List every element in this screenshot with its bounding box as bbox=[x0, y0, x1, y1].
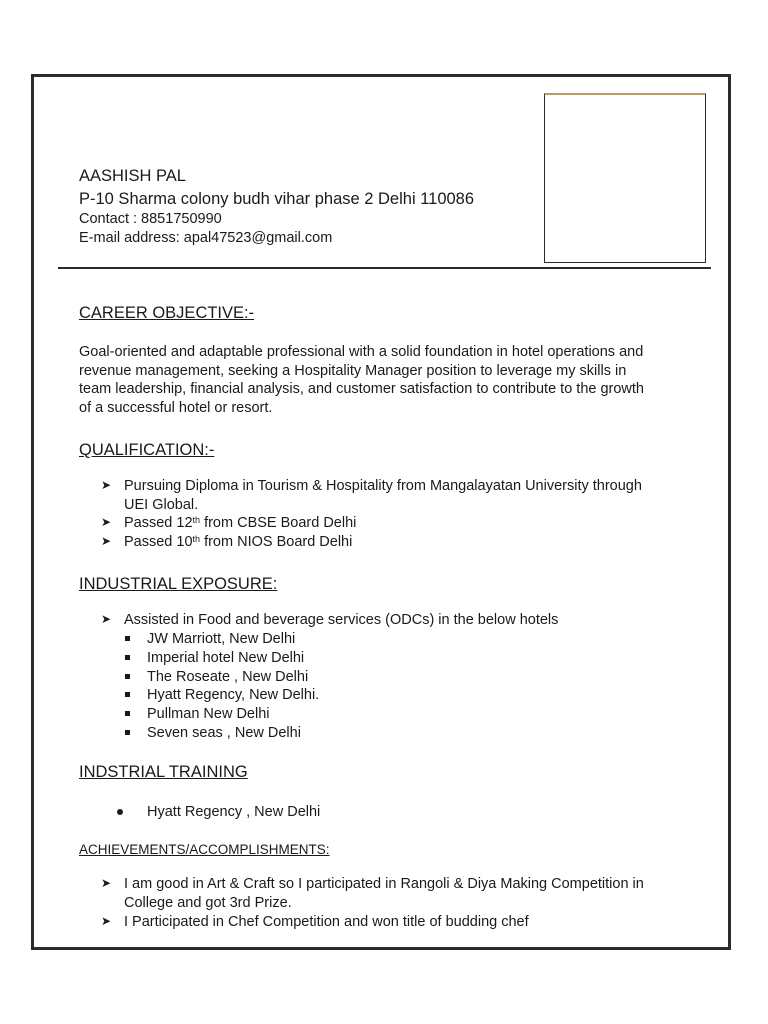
qualification-item bbox=[124, 514, 356, 533]
training-item: Hyatt Regency , New Delhi bbox=[147, 804, 321, 820]
qualification-item bbox=[124, 533, 352, 552]
candidate-address: P-10 Sharma colony budh vihar phase 2 Delhi 110086 bbox=[79, 190, 475, 208]
career-objective-line: team leadership, financial analysis, and customer satisfaction to contribute to the growth bbox=[79, 381, 644, 398]
square-bullet-icon bbox=[125, 636, 130, 641]
qualification-item: Pursuing Diploma in Tourism & Hospitality from Mangalayatan University through bbox=[124, 478, 642, 494]
square-bullet-icon bbox=[125, 674, 130, 679]
industrial-training-heading: INDSTRIAL TRAINING bbox=[79, 763, 248, 781]
ordinal-suffix: th bbox=[192, 534, 201, 544]
arrowhead-bullet-icon: ➤ bbox=[101, 914, 112, 928]
photo-placeholder bbox=[544, 93, 706, 263]
hotel-list-item: Imperial hotel New Delhi bbox=[147, 650, 305, 666]
header-divider bbox=[58, 267, 711, 269]
square-bullet-icon bbox=[125, 692, 130, 697]
hotel-list-item: Hyatt Regency, New Delhi. bbox=[147, 687, 320, 703]
candidate-email: E-mail address: apal47523@gmail.com bbox=[79, 230, 333, 246]
hotel-list-item: JW Marriott, New Delhi bbox=[147, 631, 296, 647]
hotel-list-item: The Roseate , New Delhi bbox=[147, 669, 309, 685]
career-objective-line: Goal-oriented and adaptable professional with a solid foundation in hotel operations and bbox=[79, 344, 644, 360]
candidate-name: AASHISH PAL bbox=[79, 167, 186, 185]
achievements-heading: ACHIEVEMENTS/ACCOMPLISHMENTS: bbox=[79, 842, 330, 857]
achievement-item-continued: College and got 3rd Prize. bbox=[124, 895, 292, 911]
qualification-text: from CBSE Board Delhi bbox=[200, 515, 357, 531]
achievement-item: I am good in Art & Craft so I participated in Rangoli & Diya Making Competition in bbox=[124, 876, 644, 892]
industrial-exposure-heading: INDUSTRIAL EXPOSURE: bbox=[79, 575, 278, 593]
ordinal-suffix: th bbox=[192, 515, 201, 525]
career-objective-heading: CAREER OBJECTIVE:- bbox=[79, 304, 255, 322]
qualification-item-continued: UEI Global. bbox=[124, 497, 199, 513]
qualification-text: Passed 12 bbox=[124, 515, 193, 531]
qualification-text: from NIOS Board Delhi bbox=[200, 534, 353, 550]
arrowhead-bullet-icon: ➤ bbox=[101, 876, 112, 890]
qualification-heading: QUALIFICATION:- bbox=[79, 441, 215, 459]
career-objective-line: revenue management, seeking a Hospitality Manager position to leverage my skills in bbox=[79, 362, 627, 379]
arrowhead-bullet-icon: ➤ bbox=[101, 515, 112, 529]
arrowhead-bullet-icon: ➤ bbox=[101, 478, 112, 492]
arrowhead-bullet-icon: ➤ bbox=[101, 534, 112, 548]
arrowhead-bullet-icon: ➤ bbox=[101, 612, 112, 626]
square-bullet-icon bbox=[125, 711, 130, 716]
hotel-list-item: Pullman New Delhi bbox=[147, 706, 270, 722]
career-objective-line: of a successful hotel or resort. bbox=[79, 400, 273, 417]
square-bullet-icon bbox=[125, 730, 130, 735]
round-bullet-icon bbox=[117, 809, 123, 815]
qualification-text: Passed 10 bbox=[124, 534, 193, 550]
hotel-list-item: Seven seas , New Delhi bbox=[147, 725, 301, 741]
career-objective-text bbox=[79, 343, 679, 418]
candidate-contact: Contact : 8851750990 bbox=[79, 211, 222, 227]
industrial-exposure-intro: Assisted in Food and beverage services (ODCs) in the below hotels bbox=[124, 612, 559, 628]
achievement-item: I Participated in Chef Competition and won title of budding chef bbox=[124, 914, 529, 930]
square-bullet-icon bbox=[125, 655, 130, 660]
